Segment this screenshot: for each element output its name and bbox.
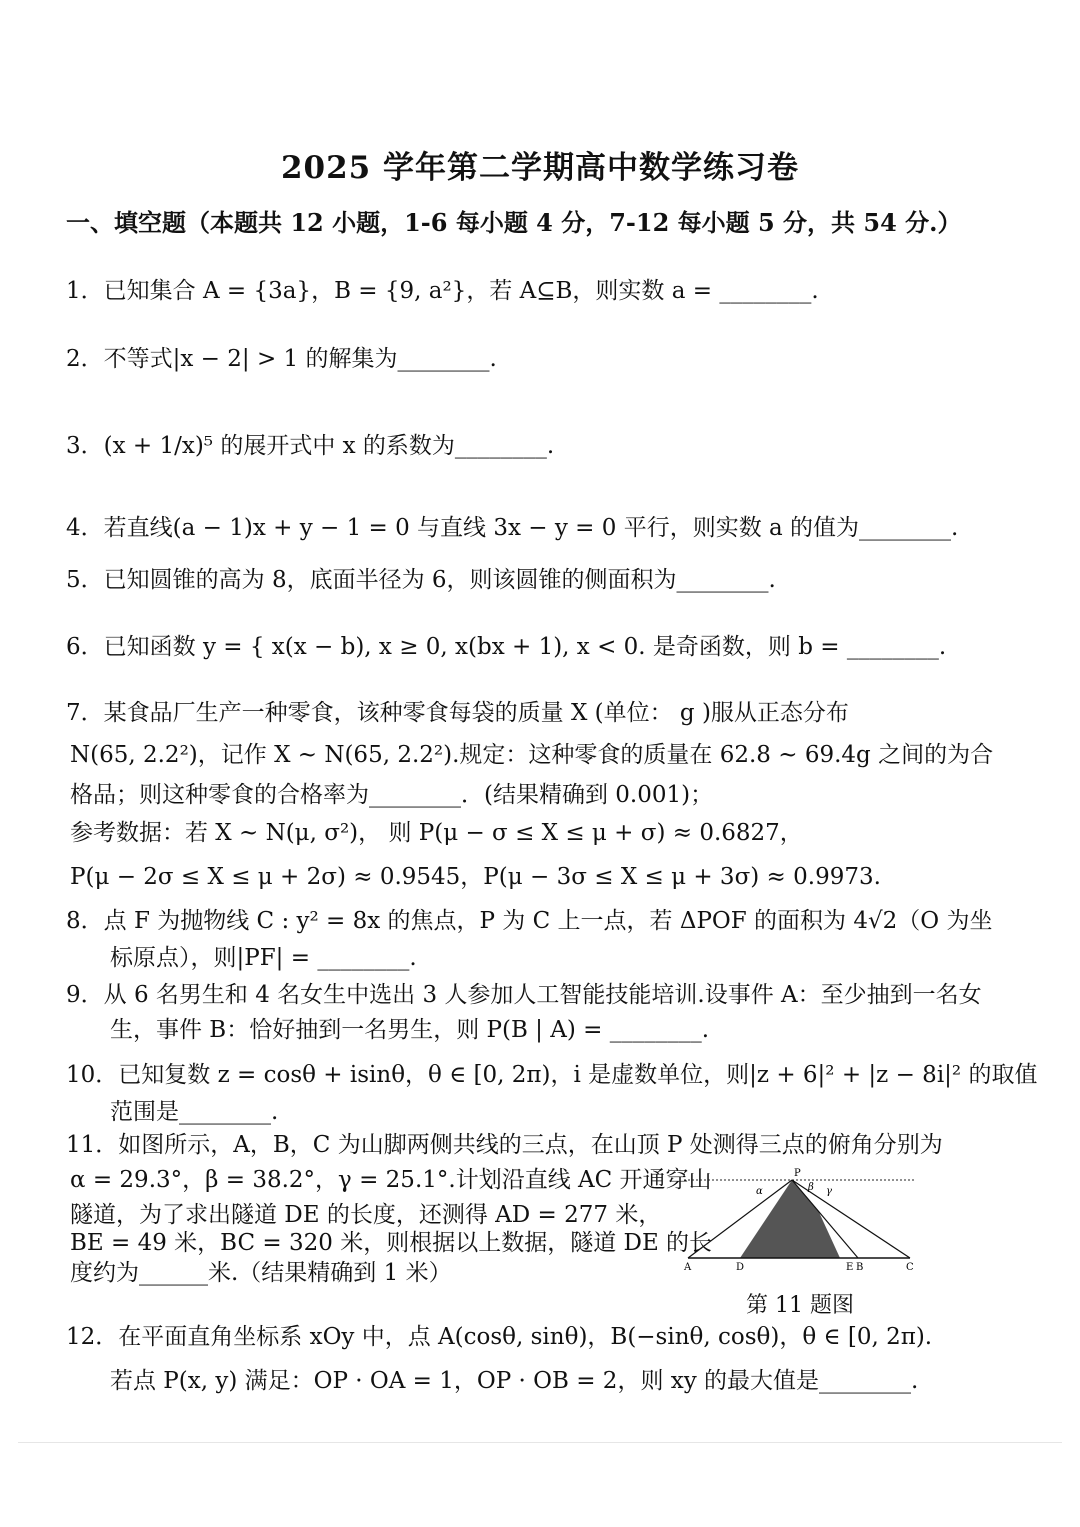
question-number: 5． <box>66 567 104 593</box>
section-heading: 一、填空题（本题共 12 小题，1-6 每小题 4 分，7-12 每小题 5 分，共 54 分.） <box>66 208 962 237</box>
question-text: 已知复数 z = cosθ + isinθ，θ ∈ [0, 2π)，i 是虚数单位，则|z + 6|² + |z − 8i|² 的取值 <box>118 1062 1038 1088</box>
label-beta: β <box>808 1182 814 1193</box>
question-7-line-4: 参考数据：若 X ~ N(μ, σ²)， 则 P(μ − σ ≤ X ≤ μ + σ) ≈ 0.6827， <box>70 820 803 846</box>
question-number: 10． <box>66 1062 119 1088</box>
question-3 <box>66 431 554 461</box>
question-7-line-3: 格品；则这种零食的合格率为________．(结果精确到 0.001)； <box>70 782 714 808</box>
question-number: 3． <box>66 433 104 459</box>
question-number: 8． <box>66 908 104 934</box>
figure-caption: 第 11 题图 <box>746 1293 854 1318</box>
label-E: E <box>846 1262 854 1273</box>
question-8-line-2: 标原点），则|PF| = ________. <box>110 945 417 971</box>
question-number: 1． <box>66 278 104 304</box>
bottom-divider <box>18 1442 1062 1443</box>
question-6 <box>66 632 946 662</box>
question-7 <box>66 698 849 728</box>
question-2 <box>66 344 497 374</box>
question-11 <box>66 1130 943 1160</box>
label-D: D <box>736 1262 745 1273</box>
question-number: 4． <box>66 515 104 541</box>
question-text: (x + 1/x)⁵ 的展开式中 x 的系数为________. <box>103 433 555 459</box>
label-P: P <box>794 1168 801 1179</box>
question-text: 在平面直角坐标系 xOy 中，点 A(cosθ, sinθ)，B(−sinθ, cosθ)，θ ∈ [0, 2π). <box>118 1324 933 1350</box>
mountain-tunnel-figure <box>680 1164 920 1274</box>
question-9 <box>66 980 982 1010</box>
question-11-line-3: 隧道，为了求出隧道 DE 的长度，还测得 AD = 277 米， <box>70 1202 662 1228</box>
question-text: 从 6 名男生和 4 名女生中选出 3 人参加人工智能技能培训.设事件 A：至少抽到一名女 <box>103 982 982 1008</box>
question-text: 已知圆锥的高为 8，底面半径为 6，则该圆锥的侧面积为________. <box>103 567 776 593</box>
question-text: 已知集合 A = {3a}，B = {9, a²}，若 A⊆B，则实数 a = ________. <box>103 278 819 304</box>
question-9-line-2: 生，事件 B：恰好抽到一名男生，则 P(B | A) = ________. <box>110 1017 710 1043</box>
question-number: 7． <box>66 700 104 726</box>
question-number: 12． <box>66 1324 119 1350</box>
question-text: 已知函数 y = { x(x − b), x ≥ 0, x(bx + 1), x < 0. 是奇函数，则 b = ________. <box>103 634 947 660</box>
question-number: 2． <box>66 346 104 372</box>
question-text: 不等式|x − 2| > 1 的解集为________. <box>103 346 497 372</box>
label-gamma: γ <box>826 1186 832 1197</box>
question-5 <box>66 565 776 595</box>
label-A: A <box>684 1262 692 1273</box>
question-12 <box>66 1322 932 1352</box>
question-10 <box>66 1060 1037 1090</box>
question-11-line-5: 度约为______米.（结果精确到 1 米） <box>70 1260 452 1286</box>
question-text: 点 F 为抛物线 C : y² = 8x 的焦点，P 为 C 上一点，若 ΔPOF 的面积为 4√2（O 为坐 <box>103 908 993 934</box>
question-11-line-2: α = 29.3°，β = 38.2°，γ = 25.1°.计划沿直线 AC 开通穿山 <box>70 1167 712 1193</box>
label-alpha: α <box>756 1186 763 1197</box>
question-1 <box>66 276 819 306</box>
question-text: 如图所示，A，B，C 为山脚两侧共线的三点，在山顶 P 处测得三点的俯角分别为 <box>118 1132 943 1158</box>
question-11-line-4: BE = 49 米，BC = 320 米，则根据以上数据，隧道 DE 的长 <box>70 1230 713 1256</box>
question-7-line-5: P(μ − 2σ ≤ X ≤ μ + 2σ) ≈ 0.9545，P(μ − 3σ ≤ X ≤ μ + 3σ) ≈ 0.9973. <box>70 864 881 890</box>
question-4 <box>66 513 958 543</box>
question-10-line-2: 范围是________. <box>110 1099 279 1125</box>
question-number: 11． <box>66 1132 119 1158</box>
question-text: 若直线(a − 1)x + y − 1 = 0 与直线 3x − y = 0 平行，则实数 a 的值为________. <box>103 515 959 541</box>
question-number: 9． <box>66 982 104 1008</box>
question-number: 6． <box>66 634 104 660</box>
question-text: 某食品厂生产一种零食，该种零食每袋的质量 X (单位： g )服从正态分布 <box>103 700 849 726</box>
label-C: C <box>906 1262 914 1273</box>
page-title: 2025 学年第二学期高中数学练习卷 <box>280 150 800 186</box>
question-12-line-2: 若点 P(x, y) 满足：OP · OA = 1，OP · OB = 2，则 xy 的最大值是________. <box>110 1368 919 1394</box>
question-8 <box>66 906 992 936</box>
label-B: B <box>856 1262 864 1273</box>
question-7-line-2: N(65, 2.2²)，记作 X ~ N(65, 2.2²).规定：这种零食的质量在 62.8 ~ 69.4g 之间的为合 <box>70 742 994 768</box>
